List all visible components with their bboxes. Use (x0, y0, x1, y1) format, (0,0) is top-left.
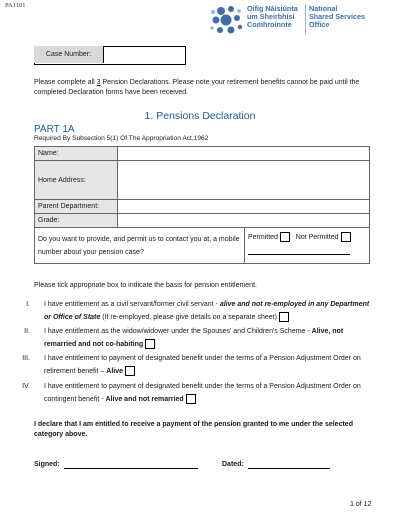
permitted-checkbox[interactable] (280, 232, 290, 242)
department-row (35, 200, 370, 214)
item-text: I have entitlement as a civil servant/former civil servant - alive and not re-employed in any Department or Office of State (If re-employed, please give details on a separate sheet) (44, 301, 370, 321)
date-line[interactable] (248, 468, 330, 469)
grade-row (35, 214, 370, 228)
item-number: I. (26, 301, 30, 308)
signature-line[interactable] (64, 468, 198, 469)
dated-label: Dated: (222, 461, 244, 468)
name-field[interactable] (118, 147, 370, 161)
tick-instruction: Please tick appropriate box to indicate the basis for pension entitlement. (34, 282, 257, 289)
department-field[interactable] (118, 200, 370, 214)
entitlement-item (10, 352, 370, 380)
item-number: IV. (22, 383, 30, 390)
intro-text: Please complete all 3 Pension Declarations. Please note your retirement benefits cannot be paid until the completed Declaration forms have been received. (34, 79, 360, 96)
item-text: I have entitlement as the widow/widower under the Spouses' and Children's Scheme - Alive, not remarried and not co-habiting (44, 328, 344, 348)
item-text: I have entitlement to payment of designated benefit under the terms of a Pension Adjustment Order on retirement benefit – Alive (44, 355, 361, 375)
address-row (35, 161, 370, 200)
contact-options (245, 228, 370, 264)
item-2-checkbox[interactable] (145, 339, 155, 349)
logo-text-english: National Shared Services Office (309, 4, 365, 29)
name-row (35, 147, 370, 161)
page-number: 1 of 12 (350, 501, 372, 508)
item-text: I have entitlement to payment of designated benefit under the terms of a Pension Adjustment Order on contingent benefit - Alive and not remarried (44, 383, 361, 403)
item-4-checkbox[interactable] (186, 394, 196, 404)
contact-question: Do you want to provide, and permit us to contact you at, a mobile number about your pension case? (35, 228, 245, 264)
item-number: III. (22, 355, 30, 362)
logo-text-irish: Oifig Náisiúnta um Sheirbhísí Comhroinnte (247, 4, 298, 29)
item-1-checkbox[interactable] (279, 312, 289, 322)
form-code: PA1101 (5, 2, 26, 9)
entitlement-item (10, 298, 370, 326)
signed-label: Signed: (34, 461, 60, 468)
required-by-text: Required By Subsection 5(1) Of The Appropriation Act,1962 (34, 135, 209, 142)
not-permitted-checkbox[interactable] (341, 232, 351, 242)
name-label: Name: (35, 147, 118, 161)
mobile-number-line[interactable] (248, 254, 350, 255)
section-title: 1. Pensions Declaration (144, 110, 256, 122)
declaration-text: I declare that I am entitled to receive a payment of the pension granted to me under the selected category above. (34, 421, 353, 438)
department-label: Parent Department: (35, 200, 118, 214)
not-permitted-label: Not Permitted (295, 233, 339, 241)
grade-label: Grade: (35, 214, 118, 228)
part-title: PART 1A (34, 124, 75, 135)
address-field[interactable] (118, 161, 370, 200)
permitted-label: Permitted (248, 233, 278, 241)
address-label: Home Address: (35, 161, 118, 200)
contact-row (35, 228, 370, 264)
personal-details-table (34, 146, 370, 264)
case-number-label: Case Number: (34, 46, 104, 63)
item-3-checkbox[interactable] (125, 366, 135, 376)
logo-divider (305, 4, 306, 34)
entitlement-item (10, 380, 370, 408)
item-number: II. (24, 328, 30, 335)
grade-field[interactable] (118, 214, 370, 228)
entitlement-item (10, 325, 370, 353)
